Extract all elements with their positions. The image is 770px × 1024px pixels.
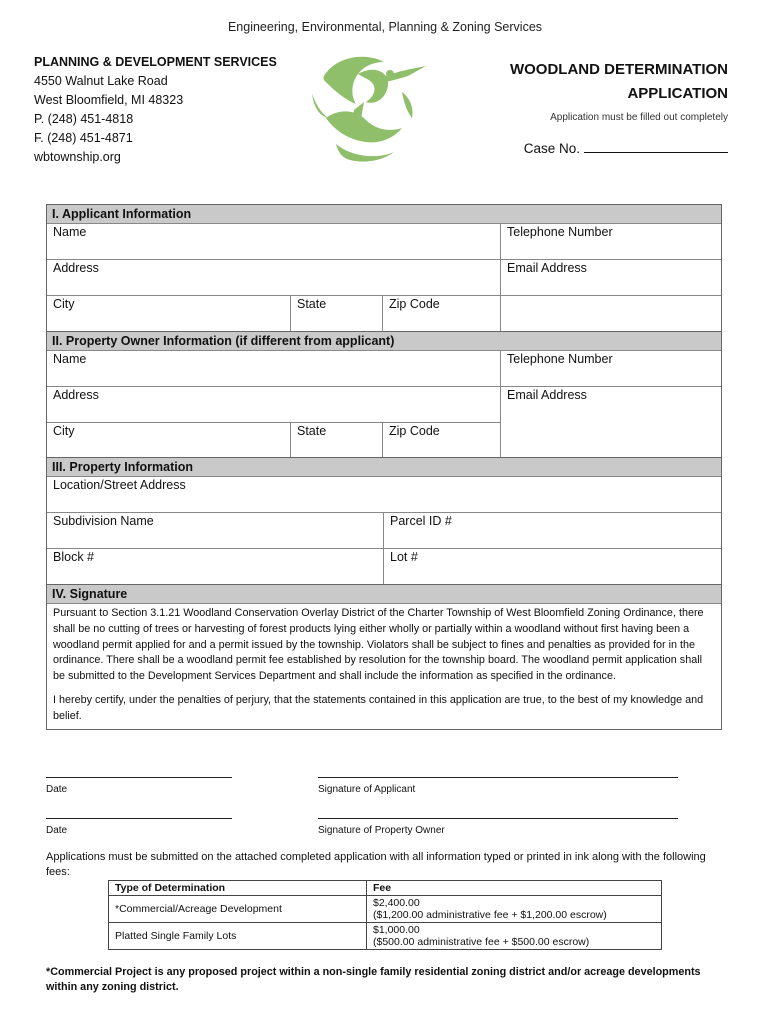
submission-instructions: Applications must be submitted on the attached completed application with all information typed or printed in ink along with the following fees: (46, 851, 706, 878)
field-label: City (53, 423, 75, 438)
applicant-email-extension (500, 295, 721, 331)
fee-detail: ($1,200.00 administrative fee + $1,200.00 escrow) (373, 909, 607, 921)
field-label: Lot # (390, 550, 418, 564)
applicant-row-address (47, 259, 721, 295)
title-block (468, 58, 728, 156)
subdivision-field[interactable] (47, 513, 383, 548)
field-label: State (297, 297, 327, 311)
case-number (468, 141, 728, 156)
fee-amount (367, 896, 662, 923)
applicant-name-field[interactable] (47, 224, 500, 259)
property-row-location (47, 476, 721, 512)
owner-city-field[interactable] (47, 423, 290, 457)
field-label: Name (53, 225, 87, 239)
field-label: Zip Code (389, 297, 440, 311)
applicant-signature-label: Signature of Applicant (318, 784, 416, 795)
date-label: Date (46, 784, 68, 795)
signature-statement (47, 603, 721, 729)
heron-logo-icon (306, 48, 430, 166)
fee-detail: ($500.00 administrative fee + $500.00 escrow) (373, 936, 590, 948)
owner-zip-field[interactable] (382, 423, 500, 457)
applicant-row-name (47, 223, 721, 259)
date-line (46, 807, 232, 819)
field-label: City (53, 297, 75, 311)
field-label: Address (53, 388, 99, 402)
org-address1: 4550 Walnut Lake Road (34, 74, 168, 88)
form-title-line2: APPLICATION (627, 85, 728, 102)
ordinance-paragraph: Pursuant to Section 3.1.21 Woodland Conservation Overlay District of the Charter Township of West Bloomfield Zoning Ordinance, there shall be no cutting of trees or harvesting of forest products lying either wholly or partially within a woodland without first having been a woodland permit applied for and a permit issued by the township. Violators shall be subject to fines and penalties as provided for in the ordinance. There shall be a woodland permit fee established by resolution for the township board. The woodland permit application shall be submitted to the Development Services Department and shall include the information as specified in the ordinance. (53, 607, 704, 683)
owner-signature-line[interactable] (318, 807, 678, 836)
section-owner-heading: II. Property Owner Information (if different from applicant) (47, 331, 721, 350)
block-field[interactable] (47, 549, 383, 584)
owner-date-line[interactable] (46, 807, 232, 836)
applicant-email-field[interactable] (500, 260, 721, 295)
fee-total: $1,000.00 (373, 924, 420, 936)
applicant-address-field[interactable] (47, 260, 500, 295)
fee-table (108, 880, 662, 950)
field-label: Name (53, 352, 87, 366)
fee-table-header (109, 881, 662, 896)
section-applicant-heading: I. Applicant Information (47, 205, 721, 223)
signature-line (318, 766, 678, 778)
form-title-line1: WOODLAND DETERMINATION (509, 61, 728, 78)
location-field[interactable] (47, 477, 721, 512)
applicant-date-line[interactable] (46, 766, 232, 795)
lot-field[interactable] (383, 549, 721, 584)
applicant-telephone-field[interactable] (500, 224, 721, 259)
owner-email-field[interactable] (500, 387, 721, 457)
date-line (46, 766, 232, 778)
field-label: Zip Code (389, 423, 440, 438)
owner-address-field[interactable] (47, 387, 500, 422)
fee-table-col-fee: Fee (367, 881, 662, 896)
field-label: Address (53, 261, 99, 275)
parcel-id-field[interactable] (383, 513, 721, 548)
applicant-city-field[interactable] (47, 296, 290, 331)
org-address2: West Bloomfield, MI 48323 (34, 93, 184, 107)
owner-telephone-field[interactable] (500, 351, 721, 386)
owner-row-address (47, 386, 721, 457)
fee-type: *Commercial/Acreage Development (109, 896, 367, 923)
section-property-heading: III. Property Information (47, 457, 721, 476)
signature-line (318, 807, 678, 819)
fee-table-col-type: Type of Determination (109, 881, 367, 896)
owner-row-name (47, 350, 721, 386)
applicant-zip-field[interactable] (382, 296, 500, 331)
date-label: Date (46, 825, 68, 836)
case-number-field[interactable] (584, 141, 728, 153)
org-info (34, 53, 277, 167)
owner-left-block (47, 387, 500, 457)
org-website: wbtownship.org (34, 150, 121, 164)
applicant-signature-line[interactable] (318, 766, 678, 795)
applicant-row-city (47, 295, 721, 331)
fee-amount (367, 923, 662, 950)
field-label: Subdivision Name (53, 514, 154, 528)
field-label: Telephone Number (507, 352, 613, 366)
field-label: State (297, 423, 327, 438)
owner-signature-label: Signature of Property Owner (318, 825, 445, 836)
field-label: Email Address (507, 261, 587, 275)
field-label: Block # (53, 550, 94, 564)
applicant-state-field[interactable] (290, 296, 382, 331)
commercial-footnote: *Commercial Project is any proposed project within a non-single family residential zoning district and/or acreage developments within any zoning district. (46, 966, 701, 993)
fee-type: Platted Single Family Lots (109, 923, 367, 950)
org-name: PLANNING & DEVELOPMENT SERVICES (34, 55, 277, 69)
field-label: Location/Street Address (53, 478, 186, 492)
field-label: Parcel ID # (390, 514, 452, 528)
certification-paragraph: I hereby certify, under the penalties of perjury, that the statements contained in this application are true, to the best of my knowledge and belief. (53, 693, 704, 722)
case-number-label: Case No. (523, 141, 580, 156)
owner-state-field[interactable] (290, 423, 382, 457)
property-row-subdivision (47, 512, 721, 548)
fill-note: Application must be filled out completely (550, 112, 728, 123)
fee-total: $2,400.00 (373, 897, 420, 909)
fee-row (109, 923, 662, 950)
top-line: Engineering, Environmental, Planning & Zoning Services (227, 20, 543, 34)
field-label: Email Address (507, 388, 587, 402)
org-phone: P. (248) 451-4818 (34, 112, 134, 126)
fee-row (109, 896, 662, 923)
property-row-block (47, 548, 721, 584)
section-signature-heading: IV. Signature (47, 584, 721, 603)
application-form (46, 204, 722, 730)
owner-name-field[interactable] (47, 351, 500, 386)
field-label: Telephone Number (507, 225, 613, 239)
org-fax: F. (248) 451-4871 (34, 131, 133, 145)
owner-city-row (47, 422, 500, 457)
